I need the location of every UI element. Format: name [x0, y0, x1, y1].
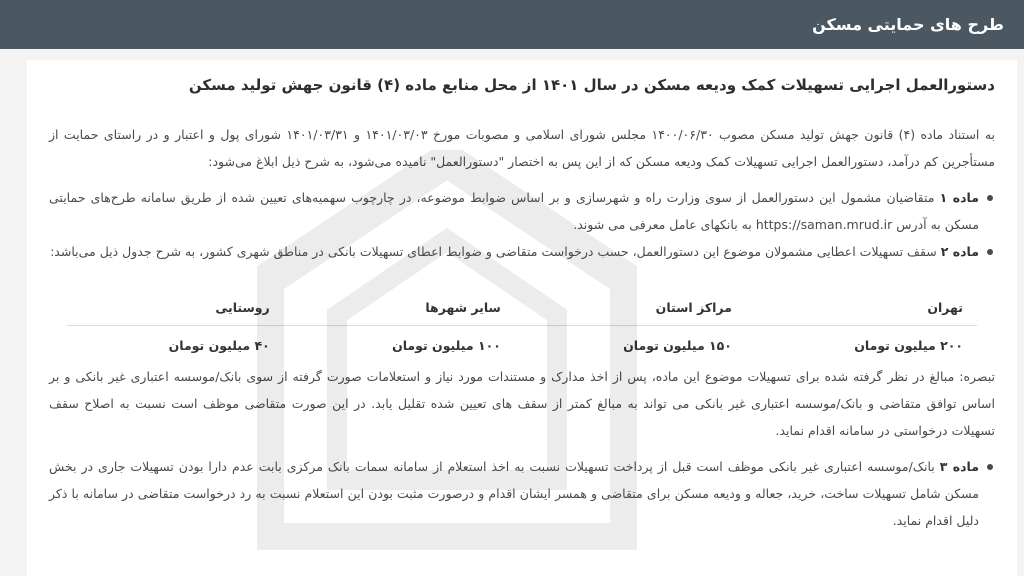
table-row — [67, 325, 977, 359]
note-paragraph: تبصره: مبالغ در نظر گرفته شده برای تسهیلات موضوع این ماده، پس از اخذ مدارک و مستندات مورد نیاز و استعلامات صورت گرفته از سوی بانک/موسسه اعتباری غیر بانکی و بر اساس توافق متقاضی و بانک/موسسه اعتباری غیر بانکی می تواند به مبالغ کمتر از سقف های تعیین شده تقلیل یابد. در این صورت متقاضی موظف است نسبت به اصلاح سقف تسهیلات درخواستی در سامانه اقدام نماید. — [49, 368, 995, 438]
loan-ceiling-table — [67, 285, 977, 359]
article-2-text: سقف تسهیلات اعطایی مشمولان موضوع این دستورالعمل، حسب درخواست متقاضی و ضوابط اعطای تسهیلات بانکی در مناطق شهری کشور، به شرح جدول ذیل می‌باشد: — [50, 244, 937, 259]
table-header-cell: سایر شهرها — [284, 285, 515, 325]
table-header-cell: تهران — [746, 285, 977, 325]
document-title: دستورالعمل اجرایی تسهیلات کمک ودیعه مسکن در سال ۱۴۰۱ از محل منابع ماده (۴) قانون جهش تولید مسکن — [188, 76, 995, 94]
table-cell: ۴۰ میلیون تومان — [168, 337, 270, 353]
table-header-cell: مراکز استان — [515, 285, 746, 325]
table-cell: ۱۵۰ میلیون تومان — [623, 337, 732, 353]
articles-list-continued — [49, 453, 995, 534]
articles-list — [49, 184, 995, 265]
list-item-article-3 — [49, 453, 995, 534]
document-card — [27, 60, 1017, 576]
table-cell: ۱۰۰ میلیون تومان — [392, 337, 501, 353]
table-cell: ۲۰۰ میلیون تومان — [854, 337, 963, 353]
list-item-article-1 — [49, 184, 995, 238]
table-header-row — [67, 285, 977, 325]
header-bar — [0, 0, 1024, 49]
article-1-label: ماده ۱ — [939, 190, 979, 205]
article-2-label: ماده ۲ — [940, 244, 979, 259]
list-item-article-2 — [49, 238, 995, 265]
article-3-text: بانک/موسسه اعتباری غیر بانکی موظف است قبل از پرداخت تسهیلات نسبت به اخذ استعلام از سامانه سمات بانک مرکزی بابت عدم دارا بودن تسهیلات جاری در بخش مسکن شامل تسهیلات ساخت، خرید، جعاله و ودیعه مسکن برای متقاضی و همسر ایشان اقدام و درصورت مثبت بودن این استعلام نسبت به رد درخواست متقاضی در سامانه با ذکر دلیل اقدام نماید. — [49, 458, 979, 528]
article-1-text: متقاضیان مشمول این دستورالعمل از سوی وزارت راه و شهرسازی و بر اساس ضوابط موضوعه، در چارچوب سهمیه‌های تعیین شده از طریق سامانه طرح‌های حمایتی مسکن به آدرس https://saman.mrud.ir به بانکهای عامل معرفی می شوند. — [49, 190, 979, 232]
page-title: طرح های حمایتی مسکن — [812, 15, 1004, 34]
table-header-cell: روستایی — [67, 285, 284, 325]
article-3-label: ماده ۳ — [939, 458, 979, 474]
intro-paragraph: به استناد ماده (۴) قانون جهش تولید مسکن مصوب ۱۴۰۰/۰۶/۳۰ مجلس شورای اسلامی و مصوبات مورخ ۱۴۰۱/۰۳/۰۳ و ۱۴۰۱/۰۳/۳۱ شورای پول و اعتبار و در راستای حمایت از مستأجرین کم درآمد، دستورالعمل اجرایی تسهیلات کمک ودیعه مسکن که از این پس به اختصار "دستورالعمل" نامیده می‌شود، به شرح ذیل ابلاغ می‌شود: — [49, 127, 995, 169]
